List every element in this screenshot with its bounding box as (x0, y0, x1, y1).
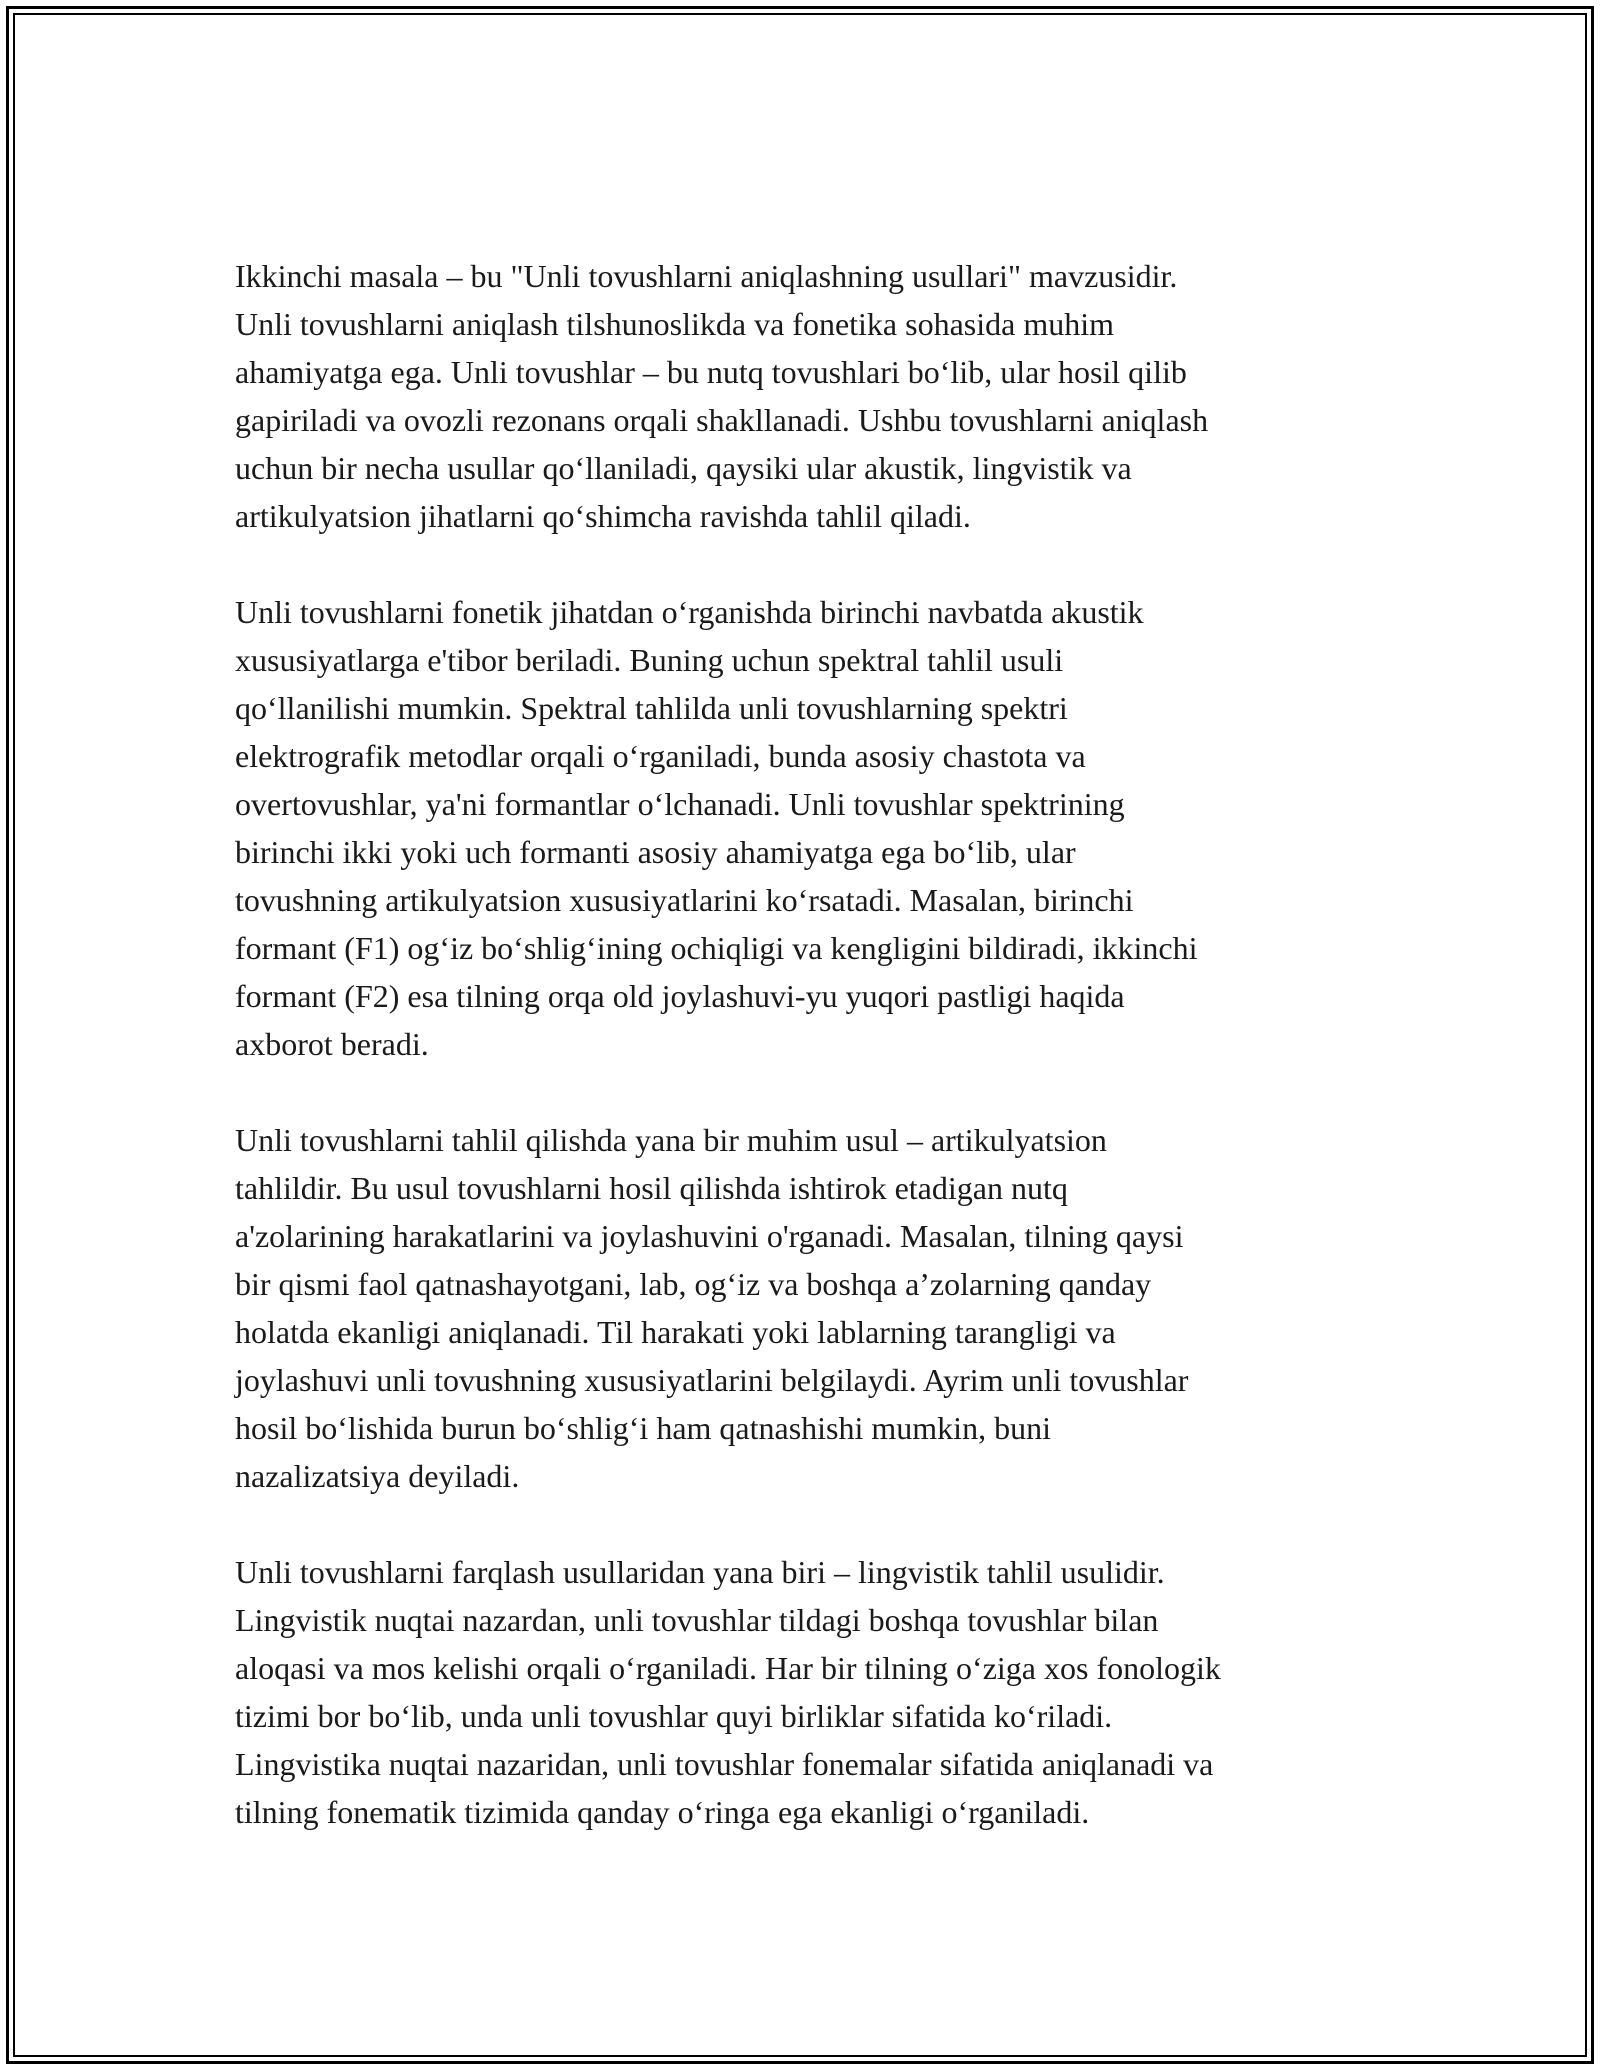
paragraph-2: Unli tovushlarni fonetik jihatdan o‘rganishda birinchi navbatda akustik xususiyatlarga e'tibor beriladi. Buning uchun spektral tahlil usuli qo‘llanilishi mumkin. Spektral tahlilda unli tovushlarning spektri elektrografik metodlar orqali o‘rganiladi, bunda asosiy chastota va overtovushlar, ya'ni formantlar o‘lchanadi. Unli tovushlar spektrining birinchi ikki yoki uch formanti asosiy ahamiyatga ega bo‘lib, ular tovushning artikulyatsion xususiyatlarini ko‘rsatadi. Masalan, birinchi formant (F1) og‘iz bo‘shlig‘ining ochiqligi va kengligini bildiradi, ikkinchi formant (F2) esa tilning orqa old joylashuvi-yu yuqori pastligi haqida axborot beradi. (235, 594, 1198, 1062)
paragraph-4: Unli tovushlarni farqlash usullaridan yana biri – lingvistik tahlil usulidir. Lingvistik nuqtai nazardan, unli tovushlar tildagi boshqa tovushlar bilan aloqasi va mos kelishi orqali o‘rganiladi. Har bir tilning o‘ziga xos fonologik tizimi bor bo‘lib, unda unli tovushlar quyi birliklar sifatida ko‘riladi. Lingvistika nuqtai nazaridan, unli tovushlar fonemalar sifatida aniqlanadi va tilning fonematik tizimida qanday o‘ringa ega ekanligi o‘rganiladi. (235, 1554, 1221, 1830)
paragraph-3: Unli tovushlarni tahlil qilishda yana bir muhim usul – artikulyatsion tahlildir. Bu usul tovushlarni hosil qilishda ishtirok etadigan nutq a'zolarining harakatlarini va joylashuvini o'rganadi. Masalan, tilning qaysi bir qismi faol qatnashayotgani, lab, og‘iz va boshqa a’zolarning qanday holatda ekanligi aniqlanadi. Til harakati yoki lablarning tarangligi va joylashuvi unli tovushning xususiyatlarini belgilaydi. Ayrim unli tovushlar hosil bo‘lishida burun bo‘shlig‘i ham qatnashishi mumkin, buni nazalizatsiya deyiladi. (235, 1122, 1189, 1494)
paragraph-1: Ikkinchi masala – bu "Unli tovushlarni aniqlashning usullari" mavzusidir. Unli tovushlarni aniqlash tilshunoslikda va fonetika sohasida muhim ahamiyatga ega. Unli tovushlar – bu nutq tovushlari bo‘lib, ular hosil qilib gapiriladi va ovozli rezonans orqali shakllanadi. Ushbu tovushlarni aniqlash uchun bir necha usullar qo‘llaniladi, qaysiki ular akustik, lingvistik va artikulyatsion jihatlarni qo‘shimcha ravishda tahlil qiladi. (235, 258, 1209, 534)
document-body (235, 252, 1385, 1884)
